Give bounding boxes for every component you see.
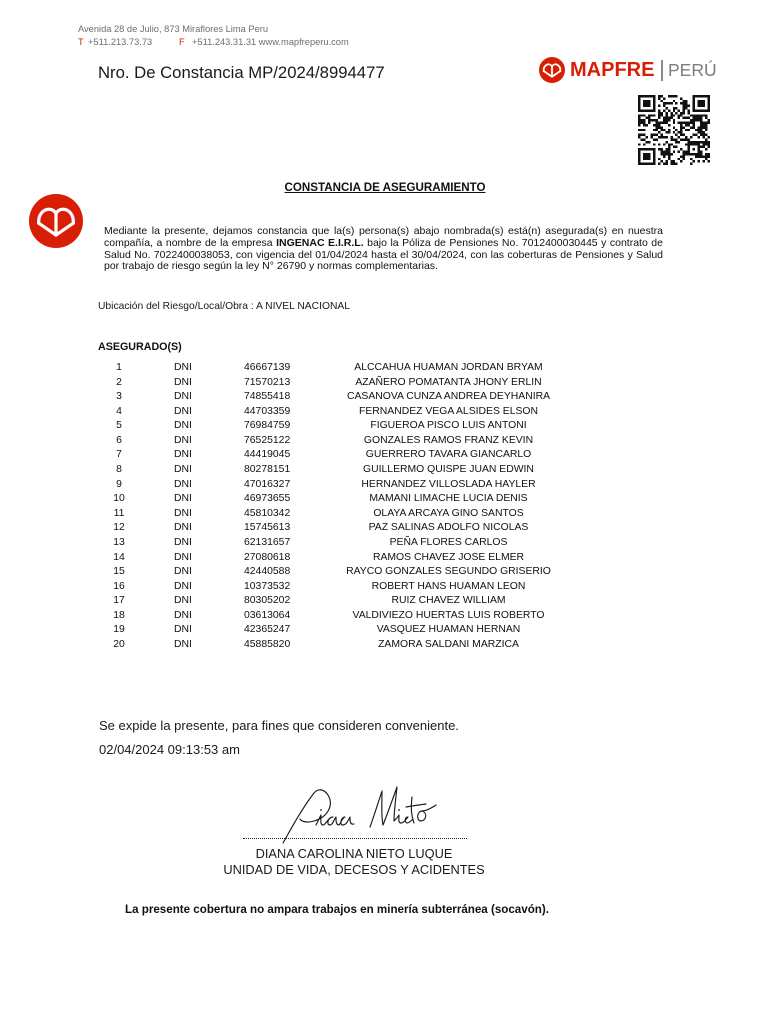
insured-name: GONZALES RAMOS FRANZ KEVIN <box>363 434 534 446</box>
fax-number: +511.243.31.31 <box>192 37 257 47</box>
insured-name: ZAMORA SALDANI MARZICA <box>378 638 519 650</box>
table-row <box>95 463 597 478</box>
table-row <box>95 609 597 624</box>
risk-location: Ubicación del Riesgo/Local/Obra : A NIVEL NACIONAL <box>98 301 351 312</box>
document-number: 80278151 <box>244 464 291 476</box>
document-type: DNI <box>174 376 192 388</box>
row-number: 11 <box>113 507 125 519</box>
website: www.mapfreperu.com <box>258 37 349 47</box>
insured-name: RAMOS CHAVEZ JOSE ELMER <box>372 551 525 563</box>
table-row <box>95 448 597 463</box>
row-number: 3 <box>116 391 122 403</box>
document-number: 44703359 <box>244 405 291 417</box>
row-number: 18 <box>113 609 125 621</box>
table-row <box>95 405 597 420</box>
document-type: DNI <box>174 536 192 548</box>
insured-name: PAZ SALINAS ADOLFO NICOLAS <box>368 522 529 534</box>
table-row <box>95 507 597 522</box>
row-number: 6 <box>116 434 122 446</box>
mapfre-logo <box>539 57 719 84</box>
document-number: 44419045 <box>244 449 291 461</box>
row-number: 9 <box>116 478 122 490</box>
row-number: 16 <box>113 580 125 592</box>
row-number: 13 <box>113 536 125 548</box>
document-number: 15745613 <box>244 522 291 534</box>
table-row <box>95 580 597 595</box>
mapfre-symbol-icon <box>29 194 83 248</box>
row-number: 2 <box>116 376 122 388</box>
document-type: DNI <box>174 551 192 563</box>
table-row <box>95 361 597 376</box>
qr-code-icon <box>638 95 710 165</box>
table-row <box>95 478 597 493</box>
document-type: DNI <box>174 566 192 578</box>
document-number: 42440588 <box>244 566 291 578</box>
insured-list <box>95 361 597 653</box>
row-number: 15 <box>113 566 125 578</box>
table-row <box>95 594 597 609</box>
row-number: 10 <box>113 493 125 505</box>
insured-name: MAMANI LIMACHE LUCIA DENIS <box>369 493 528 505</box>
row-number: 7 <box>116 449 122 461</box>
brand-country: PERÚ <box>668 60 717 80</box>
document-number: 74855418 <box>244 391 291 403</box>
insured-name: GUILLERMO QUISPE JUAN EDWIN <box>363 464 534 476</box>
statement-part-2: bajo la Póliza de Pensiones No. 7012400030445 y contrato de Salud No. 7022400038053, con vigencia del 01/04/2024 hasta el 30/04/2024, con las coberturas de Pensiones y Salud por trabajo de riesgo según la ley N° 26790 y normas complementarias. <box>104 236 663 273</box>
table-row <box>95 638 597 653</box>
statement-part-1: Mediante la presente, dejamos constancia que la(s) persona(s) abajo nombrada(s) está(n) asegurada(s) en nuestra compañía, a nombre de la empresa <box>104 225 663 249</box>
row-number: 19 <box>113 624 125 636</box>
insured-name: ALCCAHUA HUAMAN JORDAN BRYAM <box>354 362 543 373</box>
table-row <box>95 390 597 405</box>
table-row <box>95 521 597 536</box>
document-type: DNI <box>174 449 192 461</box>
brand-name: MAPFRE <box>570 59 655 81</box>
document-type: DNI <box>174 362 192 373</box>
document-number: 46667139 <box>244 362 291 373</box>
row-number: 12 <box>113 522 125 534</box>
document-type: DNI <box>174 507 192 519</box>
document-number: 42365247 <box>244 624 291 636</box>
document-number: 10373532 <box>244 580 291 592</box>
signatory-name: DIANA CAROLINA NIETO LUQUE <box>255 846 453 861</box>
table-row <box>95 419 597 434</box>
insured-name: FERNANDEZ VEGA ALSIDES ELSON <box>358 405 538 417</box>
document-number: 45810342 <box>244 507 291 519</box>
document-number: 76525122 <box>244 434 291 446</box>
signatory-unit: UNIDAD DE VIDA, DECESOS Y ACIDENTES <box>223 862 485 877</box>
handwritten-signature <box>270 775 450 845</box>
row-number: 20 <box>113 638 125 650</box>
document-type: DNI <box>174 638 192 650</box>
insured-name: CASANOVA CUNZA ANDREA DEYHANIRA <box>346 391 551 403</box>
mapfre-logo-icon <box>539 57 565 83</box>
table-row <box>95 623 597 638</box>
document-number: 62131657 <box>244 536 291 548</box>
document-number: 27080618 <box>244 551 291 563</box>
document-type: DNI <box>174 391 192 403</box>
brand-divider <box>661 60 663 81</box>
row-number: 5 <box>116 420 122 432</box>
document-type: DNI <box>174 624 192 636</box>
signature-line <box>243 838 467 839</box>
insured-name: RAYCO GONZALES SEGUNDO GRISERIO <box>346 566 551 578</box>
issue-datetime: 02/04/2024 09:13:53 am <box>99 742 240 757</box>
row-number: 1 <box>116 362 122 373</box>
company-name: INGENAC E.I.R.L. <box>276 236 364 249</box>
insured-name: PEÑA FLORES CARLOS <box>389 536 508 548</box>
row-number: 14 <box>113 551 125 563</box>
document-number: 71570213 <box>244 376 291 388</box>
row-number: 8 <box>116 464 122 476</box>
document-title: CONSTANCIA DE ASEGURAMIENTO <box>284 181 486 194</box>
document-type: DNI <box>174 595 192 607</box>
insured-heading: ASEGURADO(S) <box>98 341 182 353</box>
table-row <box>95 376 597 391</box>
document-type: DNI <box>174 420 192 432</box>
document-number: 45885820 <box>244 638 291 650</box>
phone-label: T <box>78 37 84 47</box>
document-number: 46973655 <box>244 493 291 505</box>
insured-name: RUIZ CHAVEZ WILLIAM <box>391 595 506 607</box>
row-number: 4 <box>116 405 122 417</box>
row-number: 17 <box>113 595 125 607</box>
company-address: Avenida 28 de Julio, 873 Miraflores Lima Peru <box>78 24 269 34</box>
fax-label: F <box>179 37 185 47</box>
document-type: DNI <box>174 522 192 534</box>
table-row <box>95 434 597 449</box>
insured-name: OLAYA ARCAYA GINO SANTOS <box>373 507 524 519</box>
document-number: 47016327 <box>244 478 291 490</box>
coverage-exclusion-note: La presente cobertura no ampara trabajos en minería subterránea (socavón). <box>125 903 549 916</box>
phone-number: +511.213.73.73 <box>88 37 153 47</box>
insured-name: FIGUEROA PISCO LUIS ANTONI <box>370 420 527 432</box>
document-number: 80305202 <box>244 595 291 607</box>
insured-name: AZAÑERO POMATANTA JHONY ERLIN <box>355 376 542 388</box>
document-type: DNI <box>174 405 192 417</box>
closing-statement: Se expide la presente, para fines que consideren conveniente. <box>99 718 459 733</box>
certificate-statement <box>104 226 663 273</box>
fax-and-website <box>192 36 349 48</box>
document-type: DNI <box>174 580 192 592</box>
table-row <box>95 536 597 551</box>
insured-name: VALDIVIEZO HUERTAS LUIS ROBERTO <box>352 609 545 621</box>
document-type: DNI <box>174 434 192 446</box>
insured-name: GUERRERO TAVARA GIANCARLO <box>365 449 532 461</box>
insured-name: VASQUEZ HUAMAN HERNAN <box>376 624 521 636</box>
table-row <box>95 565 597 580</box>
insured-name: ROBERT HANS HUAMAN LEON <box>371 580 526 592</box>
document-type: DNI <box>174 493 192 505</box>
document-type: DNI <box>174 464 192 476</box>
table-row <box>95 492 597 507</box>
insured-name: HERNANDEZ VILLOSLADA HAYLER <box>361 478 536 490</box>
document-number: 76984759 <box>244 420 291 432</box>
table-row <box>95 551 597 566</box>
document-type: DNI <box>174 478 192 490</box>
document-type: DNI <box>174 609 192 621</box>
certificate-number: Nro. De Constancia MP/2024/8994477 <box>98 63 385 82</box>
document-number: 03613064 <box>244 609 291 621</box>
